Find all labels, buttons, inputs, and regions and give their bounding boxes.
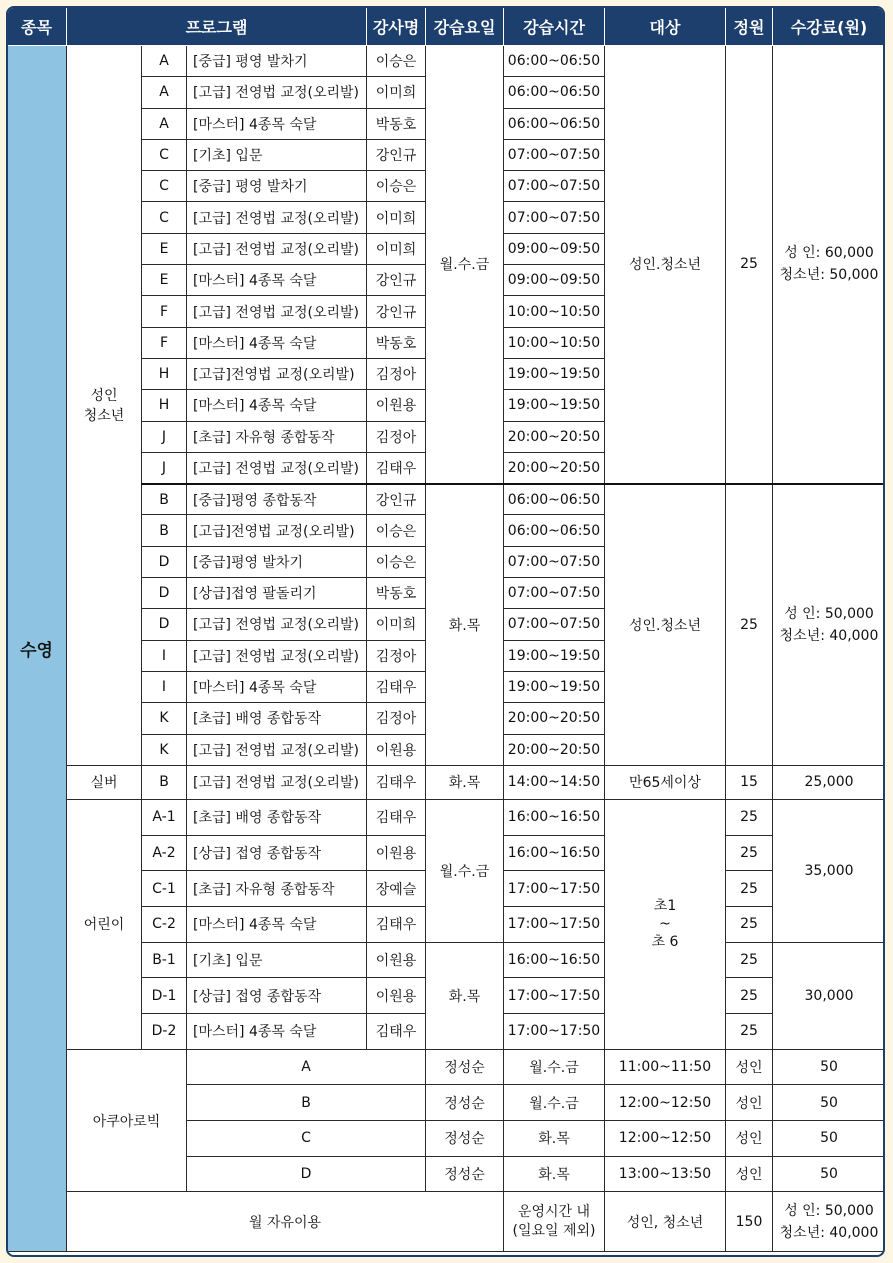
- class-code: K: [142, 734, 187, 765]
- teacher-name: 김태우: [367, 765, 426, 799]
- days-cell: 화.목: [426, 942, 504, 1049]
- time-cell: 16:00~16:50: [504, 799, 605, 835]
- class-code: B-1: [142, 942, 187, 978]
- program-name: [마스터] 4종목 숙달: [187, 108, 367, 139]
- class-code: D: [142, 609, 187, 640]
- target-cell: 성인: [726, 1156, 773, 1192]
- program-name: [중급] 평영 발차기: [187, 171, 367, 202]
- program-name: [기초] 입문: [187, 942, 367, 978]
- program-name: [고급] 전영법 교정(오리발): [187, 296, 367, 327]
- fee-cell: [773, 46, 885, 484]
- class-code: A: [187, 1049, 426, 1085]
- fee-cell: 25,000: [773, 765, 885, 799]
- time-cell: 10:00~10:50: [504, 327, 605, 358]
- days-cell: 월.수.금: [426, 46, 504, 484]
- class-code: A: [142, 77, 187, 108]
- class-code: F: [142, 327, 187, 358]
- capacity-cell: 25: [726, 978, 773, 1014]
- time-cell: 19:00~19:50: [504, 640, 605, 671]
- teacher-name: 강인규: [367, 296, 426, 327]
- program-name: [중급]평영 발차기: [187, 546, 367, 577]
- table-row: [7, 799, 886, 835]
- class-code: C: [142, 202, 187, 233]
- header-days: 강습요일: [426, 7, 504, 46]
- time-cell: 16:00~16:50: [504, 835, 605, 871]
- capacity-cell: 50: [773, 1049, 885, 1085]
- fee-cell: 35,000: [773, 799, 885, 942]
- class-code: C: [142, 171, 187, 202]
- days-cell: 월.수.금: [504, 1085, 605, 1121]
- teacher-name: 이미희: [367, 202, 426, 233]
- capacity-cell: 25: [726, 46, 773, 484]
- program-name: [마스터] 4종목 숙달: [187, 906, 367, 942]
- header-sport: 종목: [7, 7, 67, 46]
- fee-cell: 30,000: [773, 942, 885, 1049]
- teacher-name: 김정아: [367, 640, 426, 671]
- capacity-cell: 25: [726, 1013, 773, 1049]
- time-cell: 07:00~07:50: [504, 171, 605, 202]
- program-name: [고급] 전영법 교정(오리발): [187, 765, 367, 799]
- program-name: [마스터] 4종목 숙달: [187, 327, 367, 358]
- teacher-name: 이원용: [367, 835, 426, 871]
- time-cell: 07:00~07:50: [504, 202, 605, 233]
- group-label-aqua: 아쿠아로빅: [67, 1049, 187, 1192]
- target-cell: 성인: [726, 1121, 773, 1157]
- swim-schedule-table: [6, 6, 885, 1252]
- header-teacher: 강사명: [367, 7, 426, 46]
- time-cell: 06:00~06:50: [504, 77, 605, 108]
- time-cell: 07:00~07:50: [504, 546, 605, 577]
- target-cell: 성인, 청소년: [605, 1192, 726, 1252]
- program-name: [고급] 전영법 교정(오리발): [187, 202, 367, 233]
- days-cell: 화.목: [426, 765, 504, 799]
- program-name: [마스터] 4종목 숙달: [187, 1013, 367, 1049]
- teacher-name: 이미희: [367, 609, 426, 640]
- cell-line: 초 6: [651, 934, 679, 951]
- time-cell: 20:00~20:50: [504, 734, 605, 765]
- target-cell: 성인.청소년: [605, 484, 726, 766]
- time-cell: 06:00~06:50: [504, 108, 605, 139]
- class-code: B: [142, 515, 187, 546]
- group-label-silver: 실버: [67, 765, 142, 799]
- time-cell: 07:00~07:50: [504, 609, 605, 640]
- days-cell: 월.수.금: [426, 799, 504, 942]
- time-cell: 20:00~20:50: [504, 421, 605, 452]
- program-name: [상급]접영 팔돌리기: [187, 578, 367, 609]
- class-code: A: [142, 46, 187, 77]
- teacher-name: 박동호: [367, 578, 426, 609]
- program-name: [상급] 접영 종합동작: [187, 978, 367, 1014]
- class-code: B: [187, 1085, 426, 1121]
- teacher-name: 김태우: [367, 671, 426, 702]
- cell-line: 성인: [90, 388, 118, 405]
- cell-line: 청소년: 40,000: [779, 1224, 879, 1241]
- fee-cell: [773, 484, 885, 766]
- time-cell: 17:00~17:50: [504, 1013, 605, 1049]
- time-cell: 06:00~06:50: [504, 484, 605, 515]
- teacher-name: 이승은: [367, 46, 426, 77]
- time-cell: [504, 1192, 605, 1252]
- time-cell: 14:00~14:50: [504, 765, 605, 799]
- days-cell: 화.목: [426, 484, 504, 766]
- class-code: D: [187, 1156, 426, 1192]
- cell-line: 초1: [653, 898, 677, 915]
- capacity-cell: 150: [726, 1192, 773, 1252]
- program-name: [초급] 자유형 종합동작: [187, 421, 367, 452]
- capacity-cell: 25: [726, 799, 773, 835]
- teacher-name: 김태우: [367, 799, 426, 835]
- class-code: D-2: [142, 1013, 187, 1049]
- time-cell: 13:00~13:50: [605, 1156, 726, 1192]
- program-name: [초급] 배영 종합동작: [187, 703, 367, 734]
- cell-line: ~: [659, 916, 671, 933]
- class-code: D: [142, 578, 187, 609]
- teacher-name: 장예슬: [367, 871, 426, 907]
- teacher-name: 김정아: [367, 421, 426, 452]
- class-code: D: [142, 546, 187, 577]
- program-name: [마스터] 4종목 숙달: [187, 390, 367, 421]
- class-code: E: [142, 265, 187, 296]
- teacher-name: 이승은: [367, 515, 426, 546]
- program-name: [고급]전영법 교정(오리발): [187, 358, 367, 389]
- teacher-name: 정성순: [426, 1156, 504, 1192]
- time-cell: 20:00~20:50: [504, 703, 605, 734]
- class-code: H: [142, 390, 187, 421]
- teacher-name: 박동호: [367, 327, 426, 358]
- time-cell: 17:00~17:50: [504, 871, 605, 907]
- schedule-table-frame: [6, 6, 885, 1257]
- teacher-name: 이원용: [367, 734, 426, 765]
- class-code: I: [142, 671, 187, 702]
- teacher-name: 정성순: [426, 1121, 504, 1157]
- teacher-name: 이원용: [367, 978, 426, 1014]
- teacher-name: 김정아: [367, 358, 426, 389]
- time-cell: 06:00~06:50: [504, 515, 605, 546]
- time-cell: 06:00~06:50: [504, 46, 605, 77]
- teacher-name: 이승은: [367, 546, 426, 577]
- time-cell: 09:00~09:50: [504, 265, 605, 296]
- group-label-adult: [67, 46, 142, 766]
- group-label-kids: 어린이: [67, 799, 142, 1049]
- teacher-name: 강인규: [367, 484, 426, 515]
- time-cell: 19:00~19:50: [504, 390, 605, 421]
- time-cell: 19:00~19:50: [504, 358, 605, 389]
- time-cell: 07:00~07:50: [504, 139, 605, 170]
- teacher-name: 강인규: [367, 139, 426, 170]
- program-name: [중급]평영 종합동작: [187, 484, 367, 515]
- program-name: [고급] 전영법 교정(오리발): [187, 452, 367, 483]
- class-code: B: [142, 765, 187, 799]
- program-name: [고급] 전영법 교정(오리발): [187, 609, 367, 640]
- days-cell: 화.목: [504, 1156, 605, 1192]
- class-code: A: [142, 108, 187, 139]
- class-code: C-2: [142, 906, 187, 942]
- program-name: [중급] 평영 발차기: [187, 46, 367, 77]
- class-code: D-1: [142, 978, 187, 1014]
- days-cell: 화.목: [504, 1121, 605, 1157]
- class-code: A-1: [142, 799, 187, 835]
- table-row: [7, 1049, 886, 1085]
- cell-line: (일요일 제외): [512, 1222, 596, 1239]
- capacity-cell: 25: [726, 484, 773, 766]
- time-cell: 20:00~20:50: [504, 452, 605, 483]
- target-cell: 성인: [726, 1049, 773, 1085]
- time-cell: 12:00~12:50: [605, 1085, 726, 1121]
- class-code: C: [142, 139, 187, 170]
- time-cell: 10:00~10:50: [504, 296, 605, 327]
- table-row-silver: [7, 765, 886, 799]
- teacher-name: 김태우: [367, 1013, 426, 1049]
- days-cell: 월.수.금: [504, 1049, 605, 1085]
- header-row: [7, 7, 886, 46]
- program-name: [고급] 전영법 교정(오리발): [187, 233, 367, 264]
- class-code: C-1: [142, 871, 187, 907]
- class-code: I: [142, 640, 187, 671]
- program-name: [고급] 전영법 교정(오리발): [187, 77, 367, 108]
- teacher-name: 이원용: [367, 390, 426, 421]
- class-code: B: [142, 484, 187, 515]
- program-name: [상급] 접영 종합동작: [187, 835, 367, 871]
- time-cell: 09:00~09:50: [504, 233, 605, 264]
- time-cell: 16:00~16:50: [504, 942, 605, 978]
- teacher-name: 박동호: [367, 108, 426, 139]
- capacity-cell: 50: [773, 1121, 885, 1157]
- capacity-cell: 15: [726, 765, 773, 799]
- cell-line: 청소년: 40,000: [779, 627, 879, 644]
- class-code: C: [187, 1121, 426, 1157]
- target-cell: 성인.청소년: [605, 46, 726, 484]
- table-row-monthly: [7, 1192, 886, 1252]
- time-cell: 11:00~11:50: [605, 1049, 726, 1085]
- class-code: E: [142, 233, 187, 264]
- program-name: [마스터] 4종목 숙달: [187, 265, 367, 296]
- time-cell: 07:00~07:50: [504, 578, 605, 609]
- capacity-cell: 25: [726, 835, 773, 871]
- cell-line: 청소년: [83, 408, 125, 425]
- time-cell: 17:00~17:50: [504, 978, 605, 1014]
- program-name: [고급] 전영법 교정(오리발): [187, 734, 367, 765]
- program-name: [초급] 자유형 종합동작: [187, 871, 367, 907]
- class-code: J: [142, 452, 187, 483]
- program-name: [초급] 배영 종합동작: [187, 799, 367, 835]
- teacher-name: 김태우: [367, 452, 426, 483]
- time-cell: 12:00~12:50: [605, 1121, 726, 1157]
- time-cell: 19:00~19:50: [504, 671, 605, 702]
- capacity-cell: 50: [773, 1085, 885, 1121]
- target-cell: 만65세이상: [605, 765, 726, 799]
- teacher-name: 이원용: [367, 942, 426, 978]
- class-code: F: [142, 296, 187, 327]
- teacher-name: 김태우: [367, 906, 426, 942]
- teacher-name: 이승은: [367, 171, 426, 202]
- teacher-name: 김정아: [367, 703, 426, 734]
- class-code: H: [142, 358, 187, 389]
- teacher-name: 정성순: [426, 1049, 504, 1085]
- teacher-name: 이미희: [367, 233, 426, 264]
- header-fee: 수강료(원): [773, 7, 885, 46]
- capacity-cell: 25: [726, 942, 773, 978]
- class-code: A-2: [142, 835, 187, 871]
- capacity-cell: 50: [773, 1156, 885, 1192]
- cell-line: 운영시간 내: [517, 1203, 591, 1220]
- target-cell: 성인: [726, 1085, 773, 1121]
- header-time: 강습시간: [504, 7, 605, 46]
- class-code: J: [142, 421, 187, 452]
- target-cell: [605, 799, 726, 1049]
- header-capacity: 정원: [726, 7, 773, 46]
- cell-line: 성 인: 60,000: [784, 245, 874, 262]
- class-code: K: [142, 703, 187, 734]
- time-cell: 17:00~17:50: [504, 906, 605, 942]
- header-target: 대상: [605, 7, 726, 46]
- teacher-name: 정성순: [426, 1085, 504, 1121]
- cell-line: 성 인: 50,000: [784, 1202, 874, 1219]
- capacity-cell: 25: [726, 906, 773, 942]
- program-name: [고급] 전영법 교정(오리발): [187, 640, 367, 671]
- teacher-name: 강인규: [367, 265, 426, 296]
- table-row: [7, 46, 886, 77]
- teacher-name: 이미희: [367, 77, 426, 108]
- header-program: 프로그램: [67, 7, 367, 46]
- sport-cell: 수영: [7, 46, 67, 1252]
- capacity-cell: 25: [726, 871, 773, 907]
- group-label-monthly: 월 자유이용: [67, 1192, 504, 1252]
- program-name: [마스터] 4종목 숙달: [187, 671, 367, 702]
- fee-cell: [773, 1192, 885, 1252]
- cell-line: 성 인: 50,000: [784, 605, 874, 622]
- program-name: [고급]전영법 교정(오리발): [187, 515, 367, 546]
- cell-line: 청소년: 50,000: [779, 267, 879, 284]
- program-name: [기초] 입문: [187, 139, 367, 170]
